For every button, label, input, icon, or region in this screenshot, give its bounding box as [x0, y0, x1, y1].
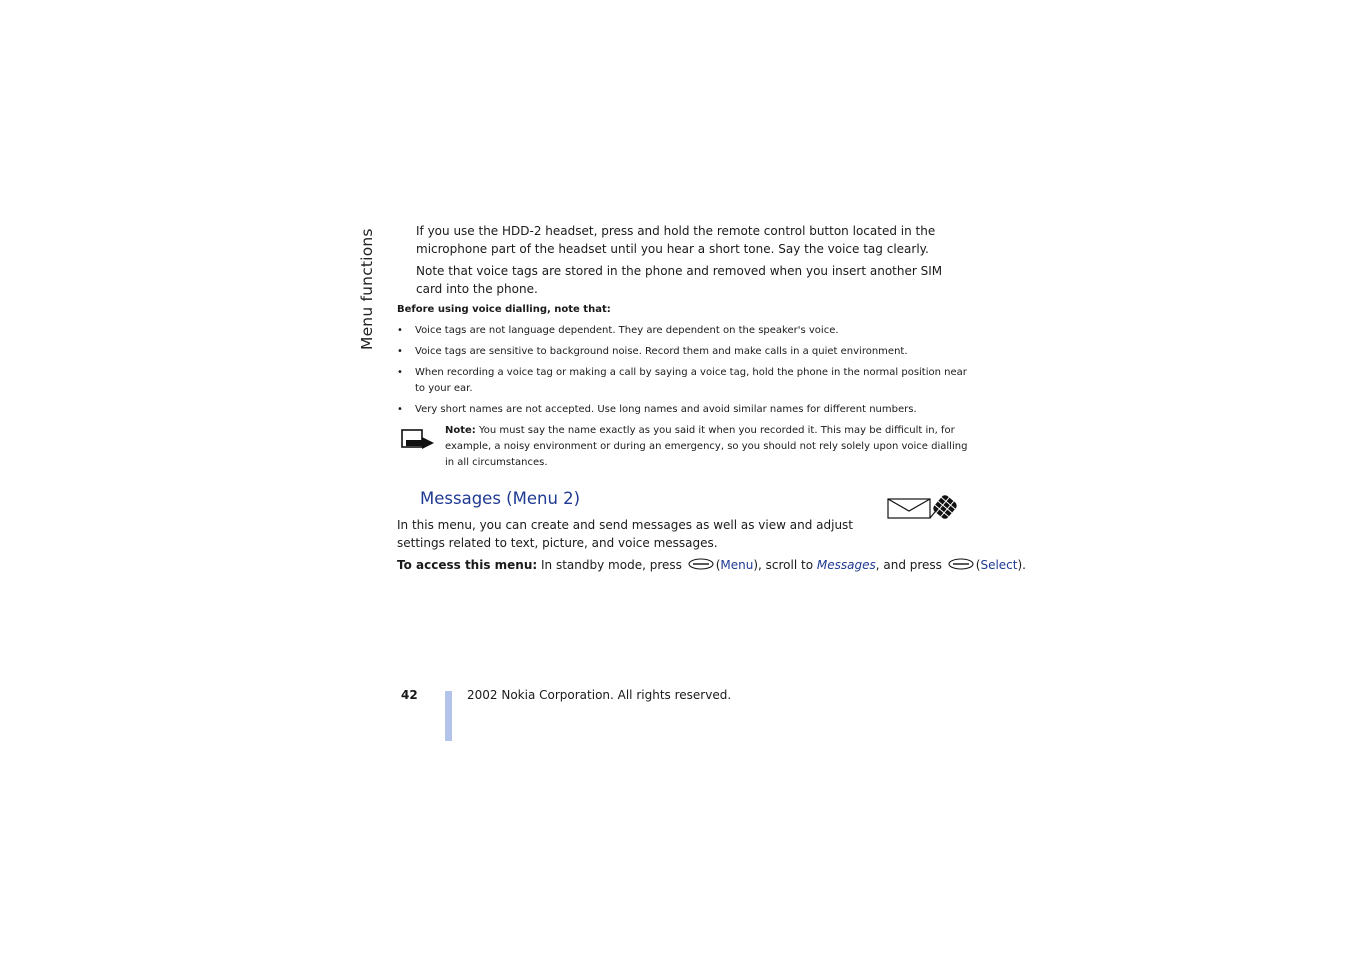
bullet-text: Voice tags are sensitive to background noise. Record them and make calls in a quiet environment.	[415, 346, 908, 357]
voice-dialling-heading: Before using voice dialling, note that:	[397, 304, 611, 315]
access-text-4: ).	[1017, 558, 1026, 572]
note-label: Note:	[445, 425, 476, 436]
menu-key-label: Menu	[720, 558, 754, 572]
note-icon	[400, 428, 436, 452]
intro-paragraph-1: If you use the HDD-2 headset, press and hold the remote control button located in the microphone part of the headset until you hear a short tone. Say the voice tag clearly.	[416, 224, 936, 256]
bullet-dot: •	[397, 367, 403, 378]
selection-key-icon	[948, 557, 974, 575]
list-item	[397, 365, 977, 397]
list-item	[397, 402, 977, 418]
access-text-3: , and press	[875, 558, 942, 572]
intro-paragraph-2: Note that voice tags are stored in the phone and removed when you insert another SIM card into the phone.	[416, 264, 943, 296]
copyright-text: 2002 Nokia Corporation. All rights reserved.	[467, 688, 732, 702]
access-label: To access this menu:	[397, 558, 538, 572]
access-text-1: In standby mode, press	[541, 558, 682, 572]
bullet-dot: •	[397, 346, 403, 357]
footer-divider-bar	[445, 691, 452, 741]
list-item	[397, 344, 977, 360]
bullet-dot: •	[397, 325, 403, 336]
bullet-text: Voice tags are not language dependent. They are dependent on the speaker's voice.	[415, 325, 839, 336]
select-key-label: Select	[980, 558, 1018, 572]
selection-key-icon	[688, 557, 714, 575]
messages-menu-link: Messages	[816, 558, 876, 572]
access-text-2: ), scroll to	[753, 558, 814, 572]
bullet-dot: •	[397, 404, 403, 415]
access-instructions	[397, 556, 1026, 575]
list-item	[397, 323, 977, 339]
page-number: 42	[401, 688, 418, 702]
note-body: You must say the name exactly as you said it when you recorded it. This may be difficult in, for example, a noisy environment or during an emergency, so you should not rely solely upon voice dialling in all circumstances.	[445, 425, 968, 468]
paren-open: (	[975, 558, 981, 572]
section-side-label: Menu functions	[358, 228, 376, 350]
note-text	[445, 423, 970, 471]
section-description: In this menu, you can create and send messages as well as view and adjust settings related to text, picture, and voice messages.	[397, 518, 854, 550]
messages-menu-icon	[886, 493, 962, 521]
bullet-text: Very short names are not accepted. Use long names and avoid similar names for different numbers.	[415, 404, 917, 415]
section-title: Messages (Menu 2)	[420, 489, 581, 508]
paren-open: (	[715, 558, 721, 572]
bullet-text: When recording a voice tag or making a call by saying a voice tag, hold the phone in the normal position near to your ear.	[415, 367, 967, 394]
